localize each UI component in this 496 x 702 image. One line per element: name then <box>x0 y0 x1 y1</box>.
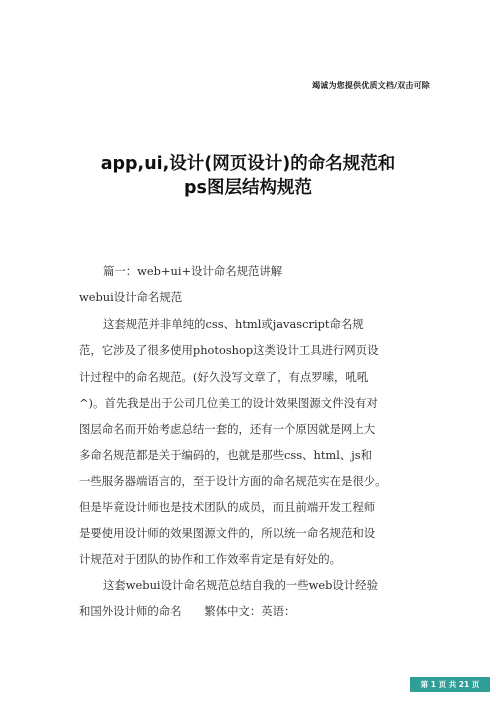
body-line-13: 这套webui设计命名规范总结自我的一些web设计经验 <box>103 578 378 592</box>
body-line-12: 计规范对于团队的协作和工作效率肯定是有好处的。 <box>79 552 341 566</box>
body-line-1: 篇一：web+ui+设计命名规范讲解 <box>103 264 283 278</box>
body-line-6: ^)。首先我是出于公司几位美工的设计效果图源文件没有对 <box>79 396 378 410</box>
body-line-2: webui设计命名规范 <box>79 290 183 304</box>
body-line-8: 多命名规范都是关于编码的，也就是那些css、html、js和 <box>79 448 373 462</box>
header-note: 竭诚为您提供优质文档/双击可除 <box>312 81 430 90</box>
body-line-3: 这套规范并非单纯的css、html或javascript命名规 <box>103 317 364 331</box>
body-line-10: 但是毕竟设计师也是技术团队的成员，而且前端开发工程师 <box>79 500 376 514</box>
page-number-label: 第 1 页 共 21 页 <box>420 680 480 689</box>
body-line-11: 是要使用设计师的效果图源文件的，所以统一命名规范和设 <box>79 526 376 540</box>
body-line-9: 一些服务器端语言的，至于设计方面的命名规范实在是很少。 <box>79 474 387 488</box>
document-title-line-2: ps图层结构规范 <box>184 178 312 198</box>
body-line-4: 范，它涉及了很多使用photoshop这类设计工具进行网页设 <box>79 343 379 357</box>
body-line-7: 图层命名而开始考虑总结一套的，还有一个原因就是网上大 <box>79 422 376 436</box>
body-line-5: 计过程中的命名规范。(好久没写文章了，有点罗嗦，吼吼 <box>79 370 369 384</box>
document-title-line-1: app,ui,设计(网页设计)的命名规范和 <box>100 154 396 174</box>
body-line-14: 和国外设计师的命名 繁体中文：英语： <box>79 604 296 618</box>
page-number-badge <box>410 677 490 692</box>
